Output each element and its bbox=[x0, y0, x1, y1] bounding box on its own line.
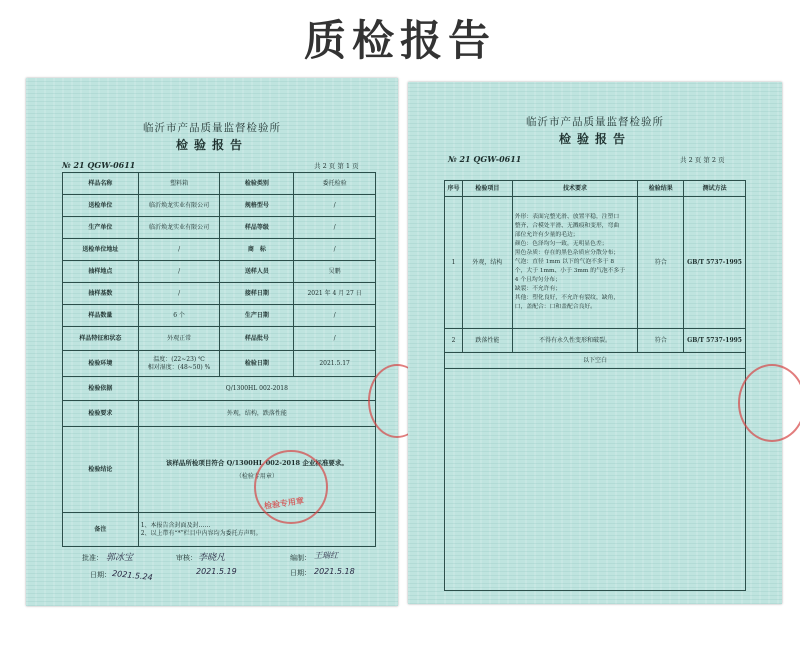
req-line: 其他：塑化良好，不允许有裂纹，缺角， bbox=[514, 294, 620, 301]
prepare-signature: 王瑞红 bbox=[314, 551, 338, 560]
page-count: 共 2 页 第 2 页 bbox=[680, 156, 725, 164]
req-line: 不得有永久性变形和破裂。 bbox=[539, 336, 612, 344]
cell-value: 外观正常 bbox=[138, 327, 220, 351]
conclusion-stamp-label: （检验专用章） bbox=[235, 472, 278, 480]
row-method: GB/T 5737-1995 bbox=[684, 329, 746, 353]
header-no: 序号 bbox=[445, 181, 463, 197]
cell-label: 生产单位 bbox=[63, 217, 139, 239]
report-number: № 21 QGW-0611 bbox=[448, 154, 522, 164]
review-date-signature: 2021.5.19 bbox=[196, 567, 237, 576]
cell-label: 抽样地点 bbox=[63, 261, 139, 283]
report-title: 检验报告 bbox=[175, 138, 248, 152]
req-line: 4 个且均匀分布； bbox=[514, 276, 561, 283]
row-result: 符合 bbox=[638, 329, 684, 353]
cell-label: 接样日期 bbox=[220, 283, 294, 305]
approve-date-label: 日期： bbox=[90, 571, 111, 579]
req-line: 黑色杂质：存在的黑色杂质应分散分布； bbox=[514, 250, 620, 257]
cell-value: 6 个 bbox=[138, 305, 220, 327]
cell-label: 备注 bbox=[63, 513, 139, 547]
prepare-date-signature: 2021.5.18 bbox=[314, 567, 355, 576]
cell-value: 2021.5.17 bbox=[294, 351, 376, 377]
cell-label: 样品名称 bbox=[63, 173, 139, 195]
conclusion-text: 该样品所检项目符合 Q/1300HL 002-2018 企业标准要求。 bbox=[165, 458, 348, 467]
cell-value: 临沂焕龙实业有限公司 bbox=[138, 195, 220, 217]
info-table bbox=[62, 172, 376, 547]
cell-label: 送样人员 bbox=[220, 261, 294, 283]
header-method: 测试方法 bbox=[684, 181, 746, 197]
cell-label: 检验类别 bbox=[220, 173, 294, 195]
cell-label: 样品等级 bbox=[220, 217, 294, 239]
cell-label: 样品特征和状态 bbox=[63, 327, 139, 351]
cell-label: 检验依据 bbox=[63, 377, 139, 401]
institute-name: 临沂市产品质量监督检验所 bbox=[526, 116, 664, 128]
results-table bbox=[444, 180, 746, 591]
row-requirement bbox=[512, 329, 638, 353]
row-no: 2 bbox=[445, 329, 463, 353]
row-no: 1 bbox=[445, 197, 463, 329]
cell-value: / bbox=[138, 283, 220, 305]
cell-value: / bbox=[294, 217, 376, 239]
cell-value: 临沂焕龙实业有限公司 bbox=[138, 217, 220, 239]
table-row bbox=[445, 197, 746, 329]
row-item: 跌落性能 bbox=[462, 329, 512, 353]
cell-value: / bbox=[294, 305, 376, 327]
cell-label: 样品批号 bbox=[220, 327, 294, 351]
row-requirement bbox=[512, 197, 638, 329]
approve-date-signature: 2021.5.24 bbox=[111, 568, 154, 583]
cell-label: 检验要求 bbox=[63, 401, 139, 427]
cell-label: 样品数量 bbox=[63, 305, 139, 327]
cell-label: 送检单位地址 bbox=[63, 239, 139, 261]
cell-label: 检验日期 bbox=[220, 351, 294, 377]
cell-label: 检验环境 bbox=[63, 351, 139, 377]
report-page-1 bbox=[26, 78, 398, 606]
prepare-date-label: 日期： bbox=[290, 569, 311, 577]
cell-value: 委托检验 bbox=[294, 173, 376, 195]
temperature-value: 温度：(22~23) ℃ bbox=[153, 356, 205, 363]
cell-label: 商 标 bbox=[220, 239, 294, 261]
report-number: № 21 QGW-0611 bbox=[62, 160, 136, 170]
stamp-text: 检验专用章 bbox=[263, 495, 305, 511]
cell-value bbox=[138, 351, 220, 377]
row-method: GB/T 5737-1995 bbox=[684, 197, 746, 329]
blank-note: 以下空白 bbox=[445, 353, 746, 369]
institute-name: 临沂市产品质量监督检验所 bbox=[143, 122, 281, 134]
req-line: 个，大于 1mm、小于 3mm 的气泡不多于 bbox=[514, 267, 626, 274]
page-title: 质检报告 bbox=[303, 16, 496, 65]
cell-label: 送检单位 bbox=[63, 195, 139, 217]
edge-stamp bbox=[738, 364, 800, 442]
humidity-value: 相对湿度：(48~50) % bbox=[147, 363, 211, 371]
prepare-label: 编制： bbox=[290, 554, 311, 562]
blank-area bbox=[445, 369, 746, 591]
req-line: 部位允许有少量的毛边； bbox=[514, 232, 579, 239]
review-signature: 李晓凡 bbox=[198, 553, 226, 563]
remark-2: 2、以上带有“*”栏目中内容均为委托方声明。 bbox=[140, 529, 262, 537]
approve-label: 批准： bbox=[82, 554, 103, 562]
table-row bbox=[445, 329, 746, 353]
req-line: 缺裂：不允许有； bbox=[514, 285, 562, 292]
header-item: 检验项目 bbox=[462, 181, 512, 197]
header-requirement: 技术要求 bbox=[512, 181, 638, 197]
req-line: 外形：表面完整光滑、放置平稳，注塑口 bbox=[514, 214, 620, 221]
cell-value: / bbox=[294, 239, 376, 261]
cell-value: 吴鹏 bbox=[294, 261, 376, 283]
remark-1: 1、本报告含封面及封…… bbox=[140, 522, 211, 529]
approve-signature: 郭冰宝 bbox=[106, 553, 134, 563]
review-label: 审核： bbox=[176, 554, 197, 562]
page-count: 共 2 页 第 1 页 bbox=[314, 162, 359, 170]
report-page-2 bbox=[408, 82, 782, 604]
report-title: 检验报告 bbox=[558, 132, 631, 146]
remarks-cell bbox=[138, 513, 375, 547]
cell-value: 2021 年 4 月 27 日 bbox=[294, 283, 376, 305]
header-result: 检验结果 bbox=[638, 181, 684, 197]
cell-label: 生产日期 bbox=[220, 305, 294, 327]
cell-label: 抽样基数 bbox=[63, 283, 139, 305]
cell-value: 外观，结构，跌落性能 bbox=[138, 401, 375, 427]
cell-value: Q/1300HL 002-2018 bbox=[138, 377, 375, 401]
inspection-stamp bbox=[254, 450, 328, 524]
cell-value: / bbox=[294, 327, 376, 351]
cell-value: 塑料箱 bbox=[138, 173, 220, 195]
req-line: 整齐，合模处平滑、无溅痕和变形，弯曲 bbox=[514, 223, 620, 230]
req-line: 颜色：色泽均匀一致，无明显色差； bbox=[514, 241, 608, 248]
cell-value: / bbox=[138, 261, 220, 283]
cell-label: 规格型号 bbox=[220, 195, 294, 217]
cell-value: / bbox=[138, 239, 220, 261]
row-result: 符合 bbox=[638, 197, 684, 329]
cell-value: / bbox=[294, 195, 376, 217]
cell-label: 检验结论 bbox=[63, 427, 139, 513]
req-line: 气泡：直径 1mm 以下的气泡不多于 8 bbox=[514, 259, 615, 265]
row-item: 外观，结构 bbox=[462, 197, 512, 329]
req-line: 口，盖配合：口和盖配合良好。 bbox=[514, 303, 596, 310]
